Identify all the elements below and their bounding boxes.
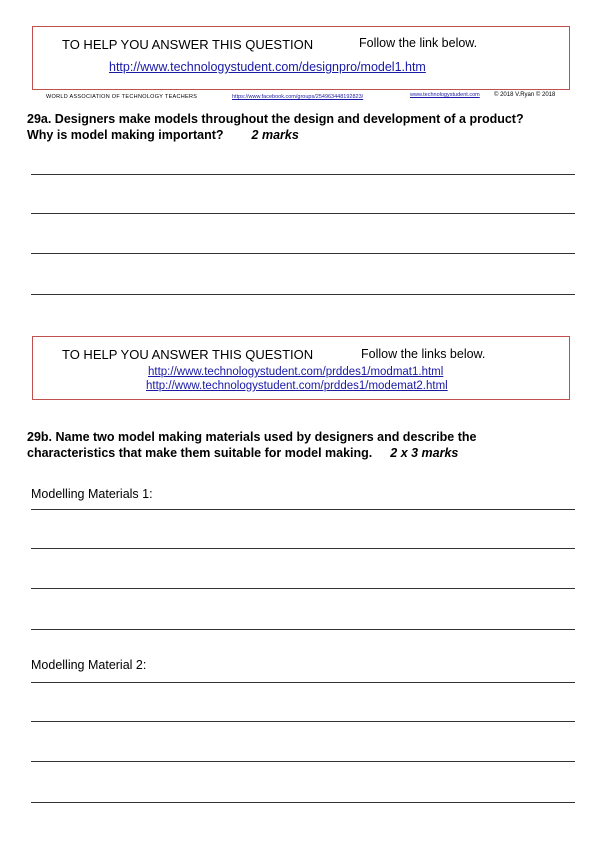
help-box-1-link[interactable]: http://www.technologystudent.com/designpro/model1.htm <box>109 60 426 74</box>
help-box-1-title: TO HELP YOU ANSWER THIS QUESTION <box>62 37 314 52</box>
answer-line[interactable] <box>31 253 575 254</box>
answer-line[interactable] <box>31 294 575 295</box>
help-box-2-title: TO HELP YOU ANSWER THIS QUESTION <box>62 347 314 362</box>
answer-line[interactable] <box>31 588 575 589</box>
help-box-1-follow: Follow the link below. <box>359 36 478 50</box>
answer-line[interactable] <box>31 682 575 683</box>
question-29b-marks: 2 x 3 marks <box>390 446 459 460</box>
question-29b-line1: 29b. Name two model making materials used by designers and describe the <box>27 430 477 444</box>
help-box-2-link-2[interactable]: http://www.technologystudent.com/prddes1/modemat2.html <box>146 380 448 392</box>
help-box-2-follow: Follow the links below. <box>361 347 486 361</box>
modelling-materials-1-label: Modelling Materials 1: <box>31 487 153 501</box>
modelling-material-2-label: Modelling Material 2: <box>31 658 147 672</box>
question-29b <box>27 429 582 461</box>
question-29a-line1: 29a. Designers make models throughout the design and development of a product? <box>27 112 524 126</box>
answer-line[interactable] <box>31 761 575 762</box>
question-29a-marks: 2 marks <box>251 128 299 142</box>
site-link[interactable]: www.technologystudent.com <box>410 92 480 98</box>
facebook-link[interactable]: https://www.facebook.com/groups/254963448192823/ <box>232 94 364 100</box>
help-box-1 <box>32 26 570 90</box>
copyright-text: © 2018 V.Ryan © 2018 <box>494 92 556 98</box>
answer-line[interactable] <box>31 174 575 175</box>
answer-line[interactable] <box>31 721 575 722</box>
answer-line[interactable] <box>31 629 575 630</box>
answer-line[interactable] <box>31 509 575 510</box>
answer-line[interactable] <box>31 213 575 214</box>
help-box-2-link-1[interactable]: http://www.technologystudent.com/prddes1/modmat1.html <box>148 366 444 378</box>
question-29a <box>27 111 582 143</box>
question-29a-text: Why is model making important? <box>27 128 224 142</box>
question-29b-text: characteristics that make them suitable for model making. <box>27 446 373 460</box>
association-text: WORLD ASSOCIATION OF TECHNOLOGY TEACHERS <box>46 94 198 100</box>
answer-line[interactable] <box>31 802 575 803</box>
question-29b-line2 <box>27 445 582 461</box>
answer-line[interactable] <box>31 548 575 549</box>
question-29a-line2 <box>27 127 582 143</box>
